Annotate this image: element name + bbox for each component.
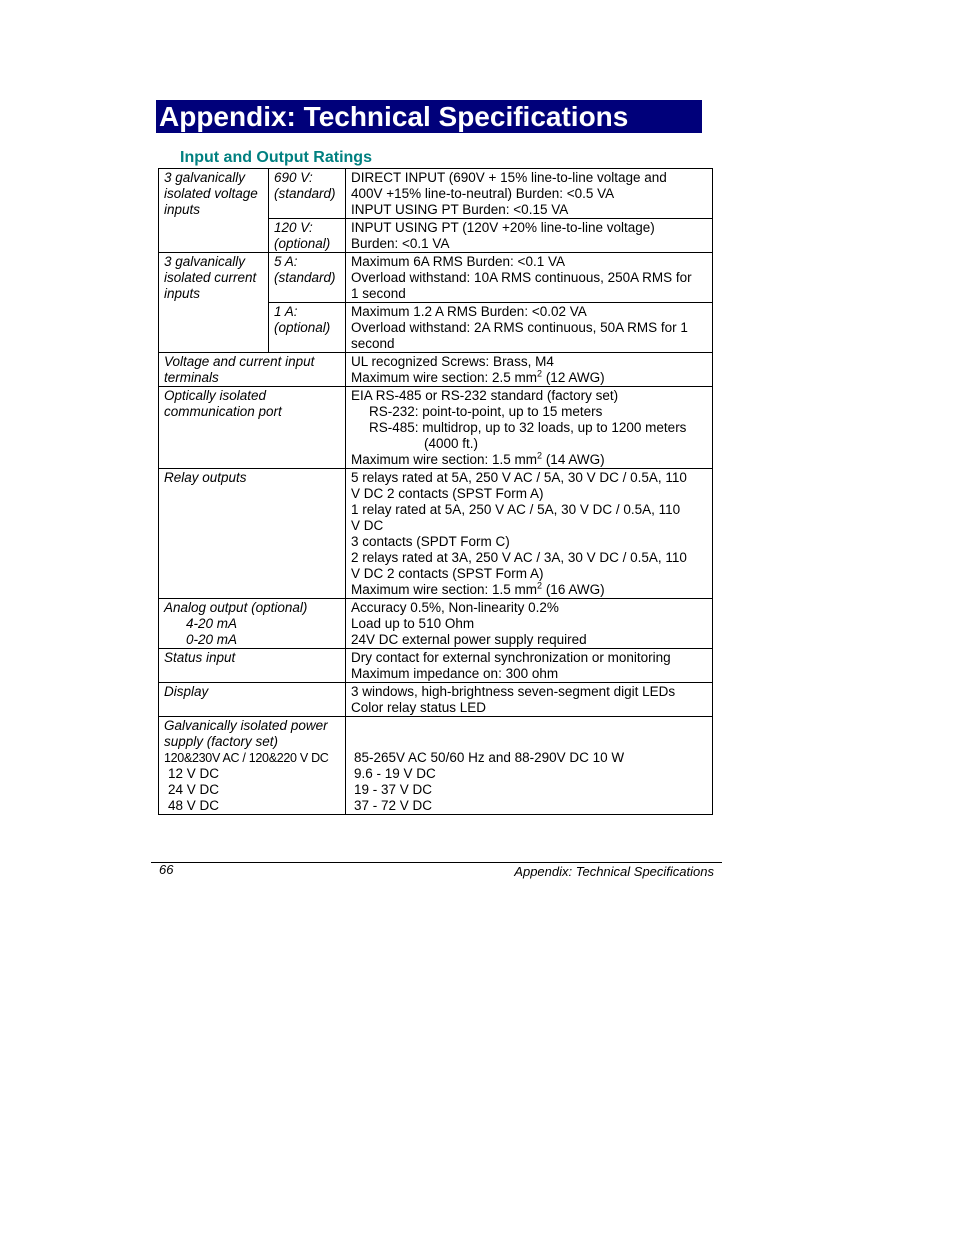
row-label: Voltage and current input terminals — [159, 353, 346, 387]
row-value: INPUT USING PT (120V +20% line-to-line voltage) Burden: <0.1 VA — [346, 219, 713, 253]
specifications-table — [158, 168, 713, 815]
row-sublabel: 5 A: (standard) — [269, 253, 346, 303]
row-value: 85-265V AC 50/60 Hz and 88-290V DC 10 W 9.6 - 19 V DC 19 - 37 V DC 37 - 72 V DC — [346, 717, 713, 815]
row-value: Dry contact for external synchronization or monitoring Maximum impedance on: 300 ohm — [346, 649, 713, 683]
row-value: Maximum 6A RMS Burden: <0.1 VA Overload withstand: 10A RMS continuous, 250A RMS for 1 second — [346, 253, 713, 303]
row-label: Relay outputs — [159, 469, 346, 599]
row-sublabel: 1 A: (optional) — [269, 303, 346, 353]
row-label: 3 galvanically isolated voltage inputs — [159, 169, 269, 253]
table-row — [159, 387, 713, 469]
section-heading: Input and Output Ratings — [180, 149, 372, 166]
table-row — [159, 717, 713, 815]
row-value: EIA RS-485 or RS-232 standard (factory set) RS-232: point-to-point, up to 15 meters RS-485: multidrop, up to 32 loads, up to 1200 meters (4000 ft.) Maximum wire section: 1.5 $mm^2$ (14 AWG) — [346, 387, 713, 469]
row-label: Analog output (optional) 4-20 mA 0-20 mA — [159, 599, 346, 649]
footer-title: Appendix: Technical Specifications — [514, 864, 714, 879]
table-row — [159, 683, 713, 717]
row-label: 3 galvanically isolated current inputs — [159, 253, 269, 353]
row-value: Accuracy 0.5%, Non-linearity 0.2% Load up to 510 Ohm 24V DC external power supply required — [346, 599, 713, 649]
row-sublabel: 120 V: (optional) — [269, 219, 346, 253]
row-value: 3 windows, high-brightness seven-segment digit LEDs Color relay status LED — [346, 683, 713, 717]
row-label: Galvanically isolated power supply (factory set) 120&230V AC / 120&220 V DC 12 V DC 24 V DC 48 V DC — [159, 717, 346, 815]
row-label: Status input — [159, 649, 346, 683]
row-value: Maximum 1.2 A RMS Burden: <0.02 VA Overload withstand: 2A RMS continuous, 50A RMS for 1 second — [346, 303, 713, 353]
row-value: 5 relays rated at 5A, 250 V AC / 5A, 30 V DC / 0.5A, 110 V DC 2 contacts (SPST Form A) 1 relay rated at 5A, 250 V AC / 5A, 30 V DC / 0.5A, 110 V DC 3 contacts (SPDT Form C) 2 relays rated at 3A, 250 V AC / 3A, 30 V DC / 0.5A, 110 V DC 2 contacts (SPST Form A) Maximum wire section: 1.5 $mm^2$ (16 AWG) — [346, 469, 713, 599]
table-row — [159, 353, 713, 387]
page-number: 66 — [159, 862, 174, 877]
row-value: DIRECT INPUT (690V + 15% line-to-line voltage and 400V +15% line-to-neutral) Burden: <0.5 VA INPUT USING PT Burden: <0.15 VA — [346, 169, 713, 219]
row-label: Display — [159, 683, 346, 717]
table-row — [159, 599, 713, 649]
table-row — [159, 253, 713, 303]
table-row — [159, 649, 713, 683]
row-value: UL recognized Screws: Brass, M4 Maximum wire section: 2.5 $mm^2$ (12 AWG) — [346, 353, 713, 387]
page-title: Appendix: Technical Specifications — [156, 100, 702, 133]
row-sublabel: 690 V: (standard) — [269, 169, 346, 219]
table-row — [159, 169, 713, 219]
row-label: Optically isolated communication port — [159, 387, 346, 469]
footer-divider — [151, 862, 722, 863]
table-row — [159, 469, 713, 599]
